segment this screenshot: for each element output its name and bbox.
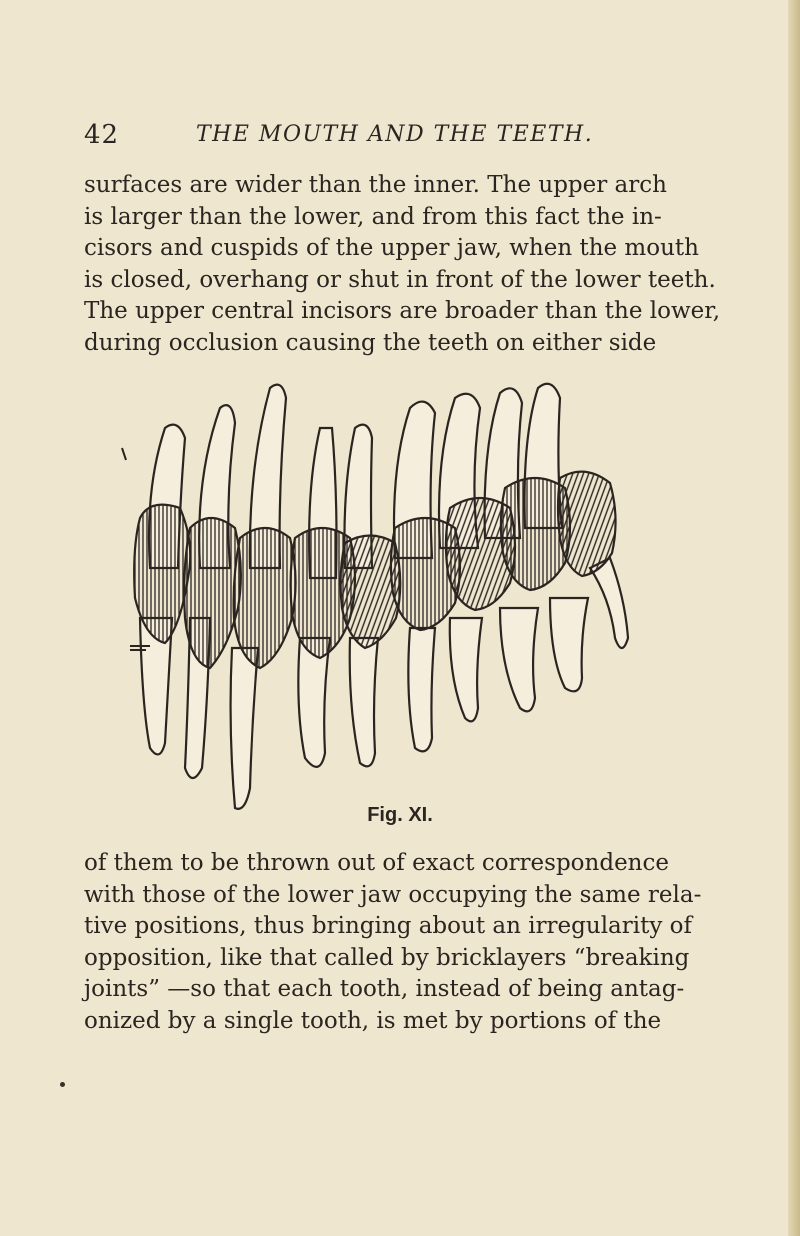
- running-title: THE MOUTH AND THE TEETH.: [196, 122, 594, 147]
- teeth-occlusion-illustration: [110, 368, 640, 818]
- text-line: is larger than the lower, and from this fact the in-: [84, 203, 662, 230]
- ink-speck: [60, 1082, 65, 1087]
- text-line: joints” —so that each tooth, instead of being antag-: [84, 976, 685, 1002]
- text-line: opposition, like that called by bricklayers “breaking: [84, 944, 690, 971]
- running-head: [84, 120, 724, 150]
- text-line: of them to be thrown out of exact correspondence: [84, 850, 669, 876]
- text-line: The upper central incisors are broader than the lower,: [84, 298, 721, 324]
- page-number: 42: [84, 120, 120, 150]
- text-line: onized by a single tooth, is met by portions of the: [84, 1007, 662, 1034]
- paragraph-top: [84, 170, 721, 359]
- page-edge: [788, 0, 800, 1236]
- paragraph-bottom: [84, 848, 702, 1037]
- figure-caption: Fig. XI.: [367, 804, 433, 826]
- text-line: tive positions, thus bringing about an irregularity of: [84, 913, 693, 939]
- text-line: with those of the lower jaw occupying the same rela-: [84, 881, 702, 908]
- text-line: cisors and cuspids of the upper jaw, when the mouth: [84, 235, 699, 261]
- text-line: surfaces are wider than the inner. The upper arch: [84, 172, 667, 198]
- text-line: is closed, overhang or shut in front of the lower teeth.: [84, 266, 716, 293]
- text-line: during occlusion causing the teeth on either side: [84, 329, 657, 356]
